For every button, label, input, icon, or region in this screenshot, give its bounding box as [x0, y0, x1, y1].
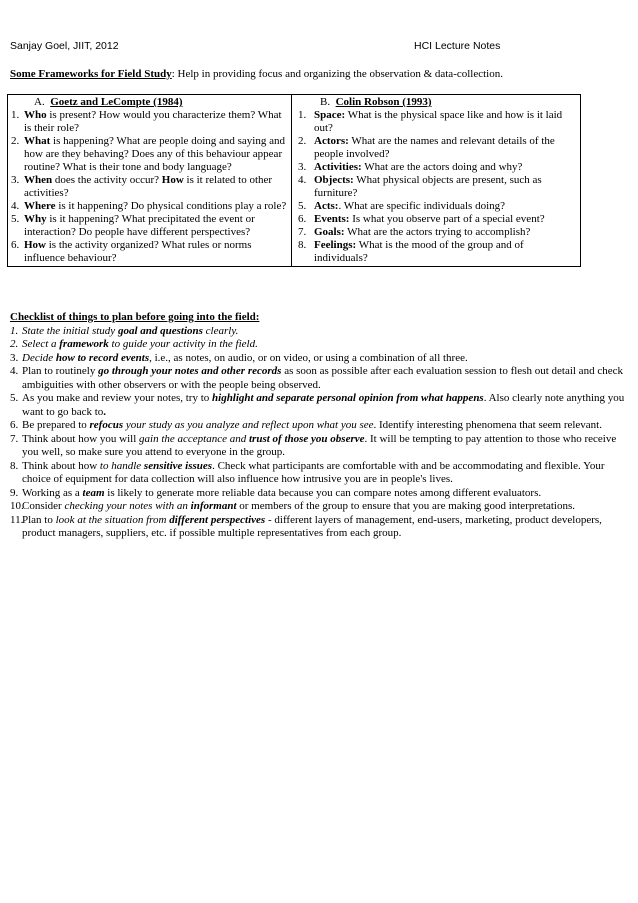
- item-emphasis: how to record events: [55, 351, 150, 364]
- header-course: HCI Lecture Notes: [414, 40, 501, 52]
- item-key: Where: [24, 200, 56, 212]
- list-item: [292, 109, 580, 135]
- item-text: is likely to generate more reliable data because you can compare notes among different evaluators.: [104, 486, 542, 499]
- item-text: . Also clearly note anything you want to go back to: [22, 392, 625, 418]
- item-text: clearly.: [202, 324, 239, 337]
- item-text: What are the actors trying to accomplish?: [344, 226, 531, 238]
- item-text: is it related to other activities?: [24, 174, 273, 199]
- item-emphasis: go through your notes and other records: [98, 365, 282, 377]
- item-text: is the activity organized? What rules or norms influence behaviour?: [24, 239, 252, 264]
- item-text: . Identify interesting phenomena that seem relevant.: [373, 419, 602, 431]
- item-number: 3.: [298, 161, 307, 173]
- framework-b-prefix: B.: [320, 96, 331, 108]
- item-emphasis: trust of those you observe: [249, 432, 365, 445]
- framework-a-prefix: A.: [34, 96, 45, 108]
- item-text: as soon as possible after each evaluation session to flesh out detail and check ambiguities with other observers or with the people being observed.: [22, 365, 623, 391]
- item-key: Feelings:: [314, 239, 357, 251]
- item-emphasis: .: [103, 405, 107, 418]
- intro-line: [10, 68, 630, 80]
- checklist-section: [10, 311, 630, 541]
- item-key: Actors:: [314, 135, 349, 147]
- item-number: 10.: [10, 500, 24, 512]
- item-key: Activities:: [314, 161, 362, 173]
- list-item: [8, 135, 291, 174]
- item-number: 6.: [10, 419, 19, 431]
- item-text: What is the physical space like and how is it laid out?: [314, 109, 563, 134]
- item-text: your study as you analyze and reflect upon what you see: [123, 419, 374, 431]
- intro-text: : Help in providing focus and organizing the observation & data-collection.: [171, 68, 503, 80]
- item-text: look at the situation from: [55, 513, 170, 526]
- item-text: Decide: [22, 351, 56, 364]
- item-number: 5.: [298, 200, 307, 212]
- item-text: to guide your activity in the field.: [108, 338, 258, 350]
- list-item: [10, 419, 630, 433]
- item-key: When: [24, 174, 53, 186]
- item-emphasis: highlight and separate personal opinion from what happens: [212, 392, 484, 404]
- item-emphasis: gain the acceptance: [139, 432, 227, 445]
- framework-b-heading: [292, 95, 580, 109]
- item-number: 4.: [10, 365, 19, 377]
- item-text: is it happening? Do physical conditions play a role?: [55, 200, 287, 212]
- list-item: [292, 135, 580, 161]
- list-item: [10, 392, 630, 419]
- item-number: 1.: [10, 324, 19, 337]
- list-item: [8, 109, 291, 135]
- item-text: . Check what participants are comfortable with and be accommodating and flexible. Your choice of equipment for data collection will also influence how intrusive you are in people's lives.: [22, 459, 605, 485]
- item-key: Objects:: [314, 174, 354, 186]
- item-key: Goals:: [314, 226, 345, 238]
- list-item: [8, 239, 291, 265]
- item-number: 4.: [11, 200, 20, 212]
- item-emphasis: sensitive issues: [143, 459, 213, 472]
- item-text: What are the actors doing and why?: [361, 161, 523, 173]
- list-item: [8, 213, 291, 239]
- header-author: Sanjay Goel, JIIT, 2012: [10, 40, 119, 52]
- checklist-list: [10, 325, 630, 541]
- list-item: [10, 433, 630, 460]
- item-text: Think about how you will: [22, 432, 140, 445]
- list-item: [292, 239, 580, 265]
- item-text: Plan to: [22, 513, 56, 526]
- intro-label: Some Frameworks for Field Study: [10, 68, 172, 80]
- item-text: Plan to routinely: [22, 365, 99, 377]
- item-number: 4.: [298, 174, 307, 186]
- item-emphasis: framework: [59, 338, 109, 350]
- list-item: [10, 460, 630, 487]
- item-emphasis: refocus: [89, 419, 124, 431]
- item-text: is happening? What are people doing and saying and how are they behaving? Does any of this behaviour appear routine? What is their tone and body language?: [24, 135, 285, 173]
- item-text: or members of the group to ensure that you are making good interpretations.: [236, 500, 575, 512]
- item-text: . It will be tempting to pay attention to those who receive you well, so make sure you attend to everyone in the group.: [22, 432, 617, 458]
- item-text: checking your notes with an: [64, 500, 191, 512]
- list-item: [10, 365, 630, 392]
- item-emphasis: informant: [190, 500, 237, 512]
- item-number: 6.: [11, 239, 20, 251]
- framework-b-cell: [292, 95, 581, 267]
- list-item: [8, 174, 291, 200]
- list-item: [10, 338, 630, 352]
- item-number: 9.: [10, 486, 19, 499]
- item-emphasis: team: [82, 486, 105, 499]
- item-number: 2.: [10, 338, 19, 350]
- item-text: Working as a: [22, 486, 83, 499]
- list-item: [292, 213, 580, 226]
- item-key: What: [24, 135, 51, 147]
- item-number: 2.: [298, 135, 307, 147]
- item-key: Events:: [314, 213, 350, 225]
- item-number: 8.: [298, 239, 307, 251]
- item-text: is present? How would you characterize them? What is their role?: [24, 109, 282, 134]
- list-item: [8, 200, 291, 213]
- item-text: Think about how: [22, 459, 100, 472]
- item-text: Consider: [22, 500, 65, 512]
- list-item: [292, 226, 580, 239]
- list-item: [10, 352, 630, 366]
- item-key: How: [161, 174, 184, 186]
- item-number: 1.: [298, 109, 307, 121]
- item-key: How: [24, 239, 46, 251]
- item-text: What are the names and relevant details of the people involved?: [314, 135, 555, 160]
- framework-a-cell: [8, 95, 292, 267]
- list-item: [10, 325, 630, 339]
- framework-a-title: Goetz and LeCompte (1984): [50, 96, 183, 108]
- item-key: Acts:: [314, 200, 339, 212]
- item-key: Space:: [314, 109, 346, 121]
- item-number: 2.: [11, 135, 20, 147]
- item-emphasis: goal and questions: [117, 324, 203, 337]
- item-text: . What are specific individuals doing?: [338, 200, 506, 212]
- list-item: [10, 487, 630, 501]
- item-text: Is what you observe part of a special event?: [349, 213, 545, 225]
- item-text: , i.e., as notes, on audio, or on video, or using a combination of all three.: [149, 351, 468, 364]
- item-number: 6.: [298, 213, 307, 225]
- item-text: and: [227, 432, 249, 445]
- item-number: 8.: [10, 459, 19, 472]
- item-text: State the initial study: [22, 324, 118, 337]
- list-item: [292, 200, 580, 213]
- item-number: 11.: [10, 513, 24, 526]
- item-text: As you make and review your notes, try to: [22, 392, 213, 404]
- checklist-title: Checklist of things to plan before going into the field:: [10, 311, 260, 323]
- item-key: Why: [24, 213, 47, 225]
- list-item: [292, 161, 580, 174]
- item-text: Select a: [22, 338, 60, 350]
- item-text: Be prepared to: [22, 419, 90, 431]
- frameworks-table: [7, 94, 581, 267]
- item-number: 5.: [11, 213, 20, 225]
- item-text: What physical objects are present, such as furniture?: [314, 174, 542, 199]
- list-item: [292, 174, 580, 200]
- item-number: 3.: [10, 351, 19, 364]
- list-item: [10, 500, 630, 514]
- item-text: - different layers of management, end-users, marketing, product developers, product managers, suppliers, etc. if possible multiple representatives from each group.: [22, 513, 602, 539]
- item-number: 7.: [298, 226, 307, 238]
- item-text: is it happening? What precipitated the event or interaction? Do people have different perspectives?: [24, 213, 255, 238]
- item-text: What is the mood of the group and of individuals?: [314, 239, 524, 264]
- list-item: [10, 514, 630, 541]
- framework-a-list: [8, 109, 291, 266]
- item-text: does the activity occur?: [52, 174, 162, 186]
- item-number: 5.: [10, 392, 19, 404]
- item-number: 7.: [10, 432, 19, 445]
- framework-b-list: [292, 109, 580, 266]
- item-number: 3.: [11, 174, 20, 186]
- framework-b-title: Colin Robson (1993): [335, 96, 432, 108]
- item-text: to handle: [99, 459, 144, 472]
- item-emphasis: different perspectives: [169, 513, 266, 526]
- item-key: Who: [24, 109, 47, 121]
- item-number: 1.: [11, 109, 20, 121]
- framework-a-heading: [8, 95, 291, 109]
